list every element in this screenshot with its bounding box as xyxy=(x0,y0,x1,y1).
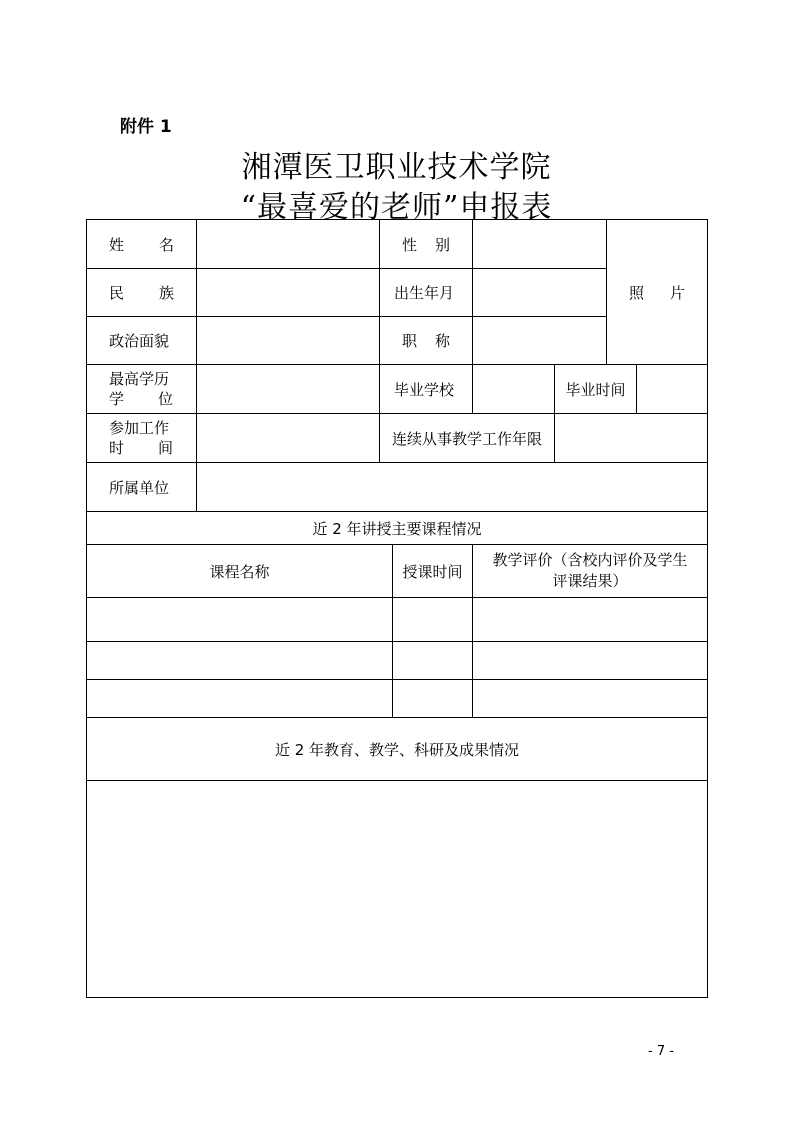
course-name-cell[interactable] xyxy=(86,641,393,680)
photo-box[interactable]: 照 片 xyxy=(606,219,708,365)
courses-section-title: 近 2 年讲授主要课程情况 xyxy=(86,511,708,545)
degree-field[interactable] xyxy=(196,364,380,414)
name-field[interactable] xyxy=(196,219,380,269)
birth-field[interactable] xyxy=(472,268,607,317)
grad-time-field[interactable] xyxy=(636,364,708,414)
form-title: 湘潭医卫职业技术学院 xyxy=(241,150,552,185)
course-eval-cell[interactable] xyxy=(472,641,708,680)
grad-time-label: 毕业时间 xyxy=(554,364,637,414)
course-eval-header: 教学评价（含校内评价及学生评课结果） xyxy=(472,544,708,598)
ethnic-field[interactable] xyxy=(196,268,380,317)
ethnic-label: 民 族 xyxy=(86,268,197,317)
grad-school-field[interactable] xyxy=(472,364,555,414)
course-time-header: 授课时间 xyxy=(392,544,473,598)
course-name-cell[interactable] xyxy=(86,679,393,718)
course-eval-cell[interactable] xyxy=(472,597,708,642)
name-label: 姓 名 xyxy=(86,219,197,269)
page-number: - 7 - xyxy=(648,1044,674,1059)
work-start-label: 参加工作 时 间 xyxy=(86,413,197,463)
unit-label: 所属单位 xyxy=(86,462,197,512)
course-time-cell[interactable] xyxy=(392,641,473,680)
course-name-header: 课程名称 xyxy=(86,544,393,598)
course-name-cell[interactable] xyxy=(86,597,393,642)
achievements-field[interactable] xyxy=(86,780,708,998)
teaching-years-field[interactable] xyxy=(554,413,708,463)
teaching-years-label: 连续从事教学工作年限 xyxy=(379,413,555,463)
unit-field[interactable] xyxy=(196,462,708,512)
political-label: 政治面貌 xyxy=(86,316,197,365)
gender-field[interactable] xyxy=(472,219,607,269)
achievements-title: 近 2 年教育、教学、科研及成果情况 xyxy=(86,717,708,781)
job-title-label: 职 称 xyxy=(379,316,473,365)
birth-label: 出生年月 xyxy=(379,268,473,317)
course-time-cell[interactable] xyxy=(392,679,473,718)
course-eval-cell[interactable] xyxy=(472,679,708,718)
degree-label: 最高学历 学 位 xyxy=(86,364,197,414)
form-subtitle: “最喜爱的老师”申报表 xyxy=(240,190,553,225)
job-title-field[interactable] xyxy=(472,316,607,365)
course-time-cell[interactable] xyxy=(392,597,473,642)
work-start-field[interactable] xyxy=(196,413,380,463)
grad-school-label: 毕业学校 xyxy=(379,364,473,414)
political-field[interactable] xyxy=(196,316,380,365)
gender-label: 性 别 xyxy=(379,219,473,269)
attachment-label: 附件 1 xyxy=(120,117,172,137)
